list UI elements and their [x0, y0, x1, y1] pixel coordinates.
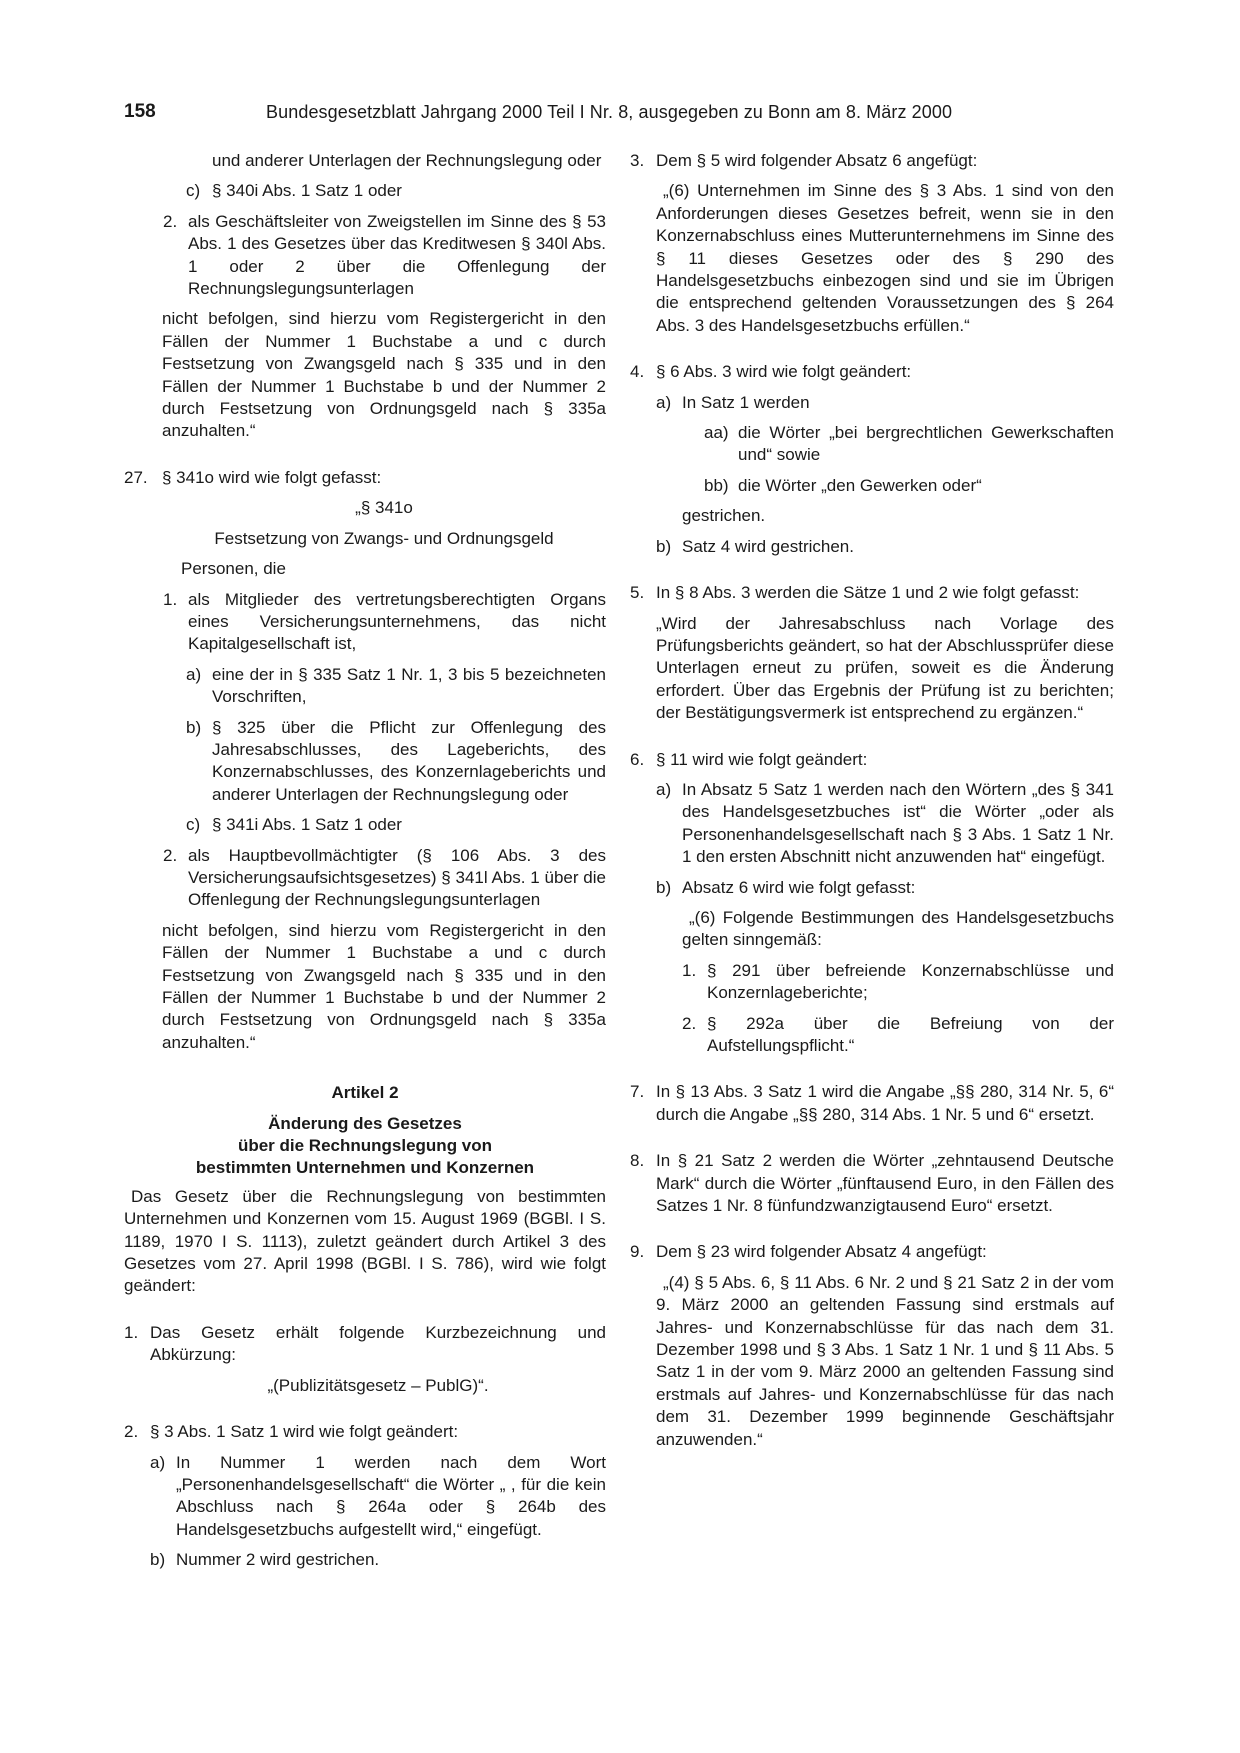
para-341o-title: „§ 341o: [355, 498, 413, 518]
item-6a: a) In Absatz 5 Satz 1 werden nach den Wörtern „des § 341 des Handelsgesetzbuches ist“ die Wörter „oder als Personenhandelsgesellschaft nach § 3 Abs. 1 Satz 1 Nr. 1 den ersten Abschnitt nicht anzuwenden hat“ eingefügt.: [656, 779, 1114, 867]
para-341o-heading: Festsetzung von Zwangs- und Ordnungsgeld: [214, 528, 554, 548]
item-3: 3. Dem § 5 wird folgender Absatz 6 angefügt:: [630, 151, 978, 170]
item-27: 27. § 341o wird wie folgt gefasst:: [124, 467, 382, 487]
article-item-2a: a) In Nummer 1 werden nach dem Wort „Personenhandelsgesellschaft“ die Wörter „ , für die kein Abschluss nach § 264a oder § 264b des Handelsgesetzbuchs aufgestellt wird,“ eingefügt.: [150, 1452, 606, 1539]
left-column: [124, 150, 606, 1580]
item-3-quote: „(6) Unternehmen im Sinne des § 3 Abs. 1 sind von den Anforderungen dieses Gesetzes befreit, wenn sie in den Konzernabschluss eines Mutterunternehmens im Sinne des § 11 dieses Gesetzes oder des § 290 des Handelsgesetzbuchs einbezogen sind und sie im Übrigen die entsprechend geltenden Voraussetzungen des § 264 Abs. 3 des Handelsgesetzbuchs erfüllen.“: [656, 181, 1114, 335]
item-4a-bb: bb) die Wörter „den Gewerken oder“: [704, 475, 982, 495]
item-6: 6. § 11 wird wie folgt geändert:: [630, 749, 868, 769]
item-4a: a) In Satz 1 werden: [656, 392, 810, 412]
item-4b: b) Satz 4 wird gestrichen.: [656, 536, 854, 556]
item-8: 8. In § 21 Satz 2 werden die Wörter „zehntausend Deutsche Mark“ durch die Wörter „fünftausend Euro, in den Fällen des Satzes 1 Nr. 8 fünfundzwanzigtausend Euro“ ersetzt.: [630, 1151, 1114, 1216]
item-4: 4. § 6 Abs. 3 wird wie folgt geändert:: [630, 362, 912, 382]
article-item-2b: b) Nummer 2 wird gestrichen.: [150, 1550, 380, 1570]
item-27-tail: nicht befolgen, sind hierzu vom Registergericht in den Fällen der Nummer 1 Buchstabe a und c durch Festsetzung von Zwangsgeld nach § 335 und in den Fällen der Nummer 1 Buchstabe b und der Nummer 2 durch Festsetzung von Ordnungsgeld nach § 335a anzuhalten.“: [162, 920, 606, 1052]
right-column: [630, 150, 1114, 1459]
para-341o-intro: Personen, die: [181, 559, 286, 579]
page-number: 158: [124, 101, 156, 122]
item-6b-1: 1. § 291 über befreiende Konzernabschlüsse und Konzernlageberichte;: [682, 960, 1114, 1003]
article-intro: Das Gesetz über die Rechnungslegung von bestimmten Unternehmen und Konzernen vom 15. August 1969 (BGBl. I S. 1189, 1970 I S. 1113), zuletzt geändert durch Artikel 3 des Gesetzes vom 27. April 1998 (BGBl. I S. 786), wird wie folgt geändert:: [124, 1186, 606, 1296]
item-6b: b) Absatz 6 wird wie folgt gefasst:: [656, 877, 916, 897]
article-title: Änderung des Gesetzes über die Rechnungslegung von bestimmten Unternehmen und Konzernen: [195, 1113, 535, 1178]
item-9-quote: „(4) § 5 Abs. 6, § 11 Abs. 6 Nr. 2 und § 21 Satz 2 in der vom 9. März 2000 an geltenden Fassung sind erstmals auf Jahres- und Konzernabschlüsse für das nach dem 31. Dezember 1998 und § 3 Abs. 1 Satz 1 Nr. 1 und § 11 Abs. 5 Satz 1 in der vom 9. März 2000 an geltenden Fassung sind erstmals auf Jahres- und Konzernabschlüsse für das nach dem 31. Dezember 1999 beginnende Geschäftsjahr anzuwenden.“: [656, 1272, 1114, 1449]
continued-item-c: c) § 340i Abs. 1 Satz 1 oder: [186, 181, 402, 201]
item-27-1a: a) eine der in § 335 Satz 1 Nr. 1, 3 bis 5 bezeichneten Vorschriften,: [186, 664, 606, 707]
item-27-1c: c) § 341i Abs. 1 Satz 1 oder: [186, 815, 402, 835]
item-9: 9. Dem § 23 wird folgender Absatz 4 angefügt:: [630, 1242, 987, 1262]
continued-item-b: und anderer Unterlagen der Rechnungslegung oder: [212, 151, 602, 170]
item-4a-aa: aa) die Wörter „bei bergrechtlichen Gewerkschaften und“ sowie: [704, 423, 1114, 465]
item-27-1: 1. als Mitglieder des vertretungsberechtigten Organs eines Versicherungsunternehmens, das nicht Kapitalgesellschaft ist,: [163, 589, 606, 654]
page-header: [124, 101, 974, 127]
article-item-1: 1. Das Gesetz erhält folgende Kurzbezeichnung und Abkürzung:: [124, 1322, 606, 1365]
item-27-2: 2. als Hauptbevollmächtigter (§ 106 Abs. 3 des Versicherungsaufsichtsgesetzes) § 341l Abs. 1 über die Offenlegung der Rechnungslegungsunterlagen: [163, 845, 606, 910]
item-5-quote: „Wird der Jahresabschluss nach Vorlage des Prüfungsberichts geändert, so hat der Abschlussprüfer diese Unterlagen erneut zu prüfen, soweit es die Änderung erfordert. Über das Ergebnis der Prüfung ist zu berichten; der Bestätigungsvermerk ist entsprechend zu ergänzen.“: [656, 613, 1114, 723]
article-item-2: 2. § 3 Abs. 1 Satz 1 wird wie folgt geändert:: [124, 1422, 459, 1442]
item-4a-gestrichen: gestrichen.: [682, 506, 766, 526]
article-label: Artikel 2: [331, 1083, 399, 1103]
item-7: 7. In § 13 Abs. 3 Satz 1 wird die Angabe „§§ 280, 314 Nr. 5, 6“ durch die Angabe „§§ 280, 314 Abs. 1 Nr. 5 und 6“ ersetzt.: [630, 1082, 1114, 1124]
continued-item-2: 2. als Geschäftsleiter von Zweigstellen im Sinne des § 53 Abs. 1 des Gesetzes über das Kreditwesen § 340l Abs. 1 oder 2 über die Offenlegung der Rechnungslegungsunterlagen: [163, 211, 606, 299]
article-item-1-quote: „(Publizitätsgesetz – PublG)“.: [267, 1375, 489, 1395]
item-27-1b: b) § 325 über die Pflicht zur Offenlegung des Jahresabschlusses, des Lageberichts, des Konzernabschlusses, des Konzernlageberichts und anderer Unterlagen der Rechnungslegung oder: [186, 717, 606, 804]
item-6b-2: 2. § 292a über die Befreiung von der Aufstellungspflicht.“: [682, 1013, 1114, 1055]
continued-tail: nicht befolgen, sind hierzu vom Registergericht in den Fällen der Nummer 1 Buchstabe a und c durch Festsetzung von Zwangsgeld nach § 335 und in den Fällen der Nummer 1 Buchstabe b und der Nummer 2 durch Festsetzung von Ordnungsgeld nach § 335a anzuhalten.“: [162, 309, 606, 441]
item-5: 5. In § 8 Abs. 3 werden die Sätze 1 und 2 wie folgt gefasst:: [630, 583, 1080, 603]
item-6b-quote: „(6) Folgende Bestimmungen des Handelsgesetzbuchs gelten sinngemäß:: [682, 907, 1114, 950]
running-head: Bundesgesetzblatt Jahrgang 2000 Teil I Nr. 8, ausgegeben zu Bonn am 8. März 2000: [266, 102, 953, 122]
